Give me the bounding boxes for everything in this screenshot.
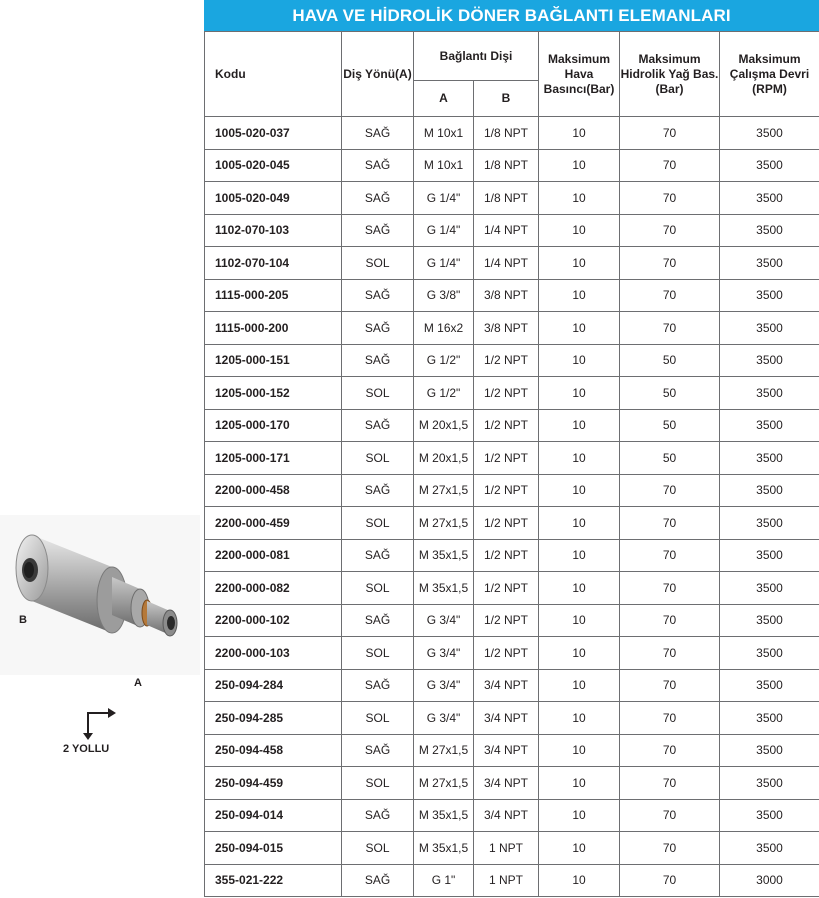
header-hyd-line2: Hidrolik Yağ Bas.	[620, 66, 719, 81]
cell-thread-a: M 35x1,5	[414, 832, 474, 865]
cell-thread-b: 3/4 NPT	[474, 734, 539, 767]
cell-rpm: 3500	[720, 377, 819, 410]
cell-thread-a: M 20x1,5	[414, 442, 474, 475]
table-row	[205, 507, 819, 540]
table-row	[205, 864, 819, 897]
cell-rpm: 3000	[720, 864, 819, 897]
cell-thread-a: G 3/4"	[414, 702, 474, 735]
cell-rpm: 3500	[720, 507, 819, 540]
port-a-label: A	[134, 677, 142, 689]
cell-thread-b: 3/8 NPT	[474, 312, 539, 345]
cell-rpm: 3500	[720, 669, 819, 702]
header-air-pressure	[539, 32, 620, 117]
cell-direction: SAĞ	[342, 669, 414, 702]
port-b-label: B	[19, 614, 27, 626]
cell-rpm: 3500	[720, 149, 819, 182]
cell-thread-b: 1/8 NPT	[474, 182, 539, 215]
cell-rpm: 3500	[720, 409, 819, 442]
cell-hydraulic-pressure: 70	[620, 247, 720, 280]
header-col-a: A	[414, 81, 474, 117]
table-title: HAVA VE HİDROLİK DÖNER BAĞLANTI ELEMANLARI	[204, 0, 819, 31]
cell-thread-a: M 27x1,5	[414, 767, 474, 800]
cell-code: 1205-000-152	[205, 377, 342, 410]
cell-code: 1102-070-104	[205, 247, 342, 280]
cell-air-pressure: 10	[539, 604, 620, 637]
cell-air-pressure: 10	[539, 214, 620, 247]
cell-direction: SAĞ	[342, 344, 414, 377]
cell-rpm: 3500	[720, 117, 819, 150]
cell-rpm: 3500	[720, 442, 819, 475]
header-hyd-line1: Maksimum	[638, 51, 701, 66]
cell-rpm: 3500	[720, 799, 819, 832]
cell-direction: SOL	[342, 377, 414, 410]
cell-hydraulic-pressure: 70	[620, 669, 720, 702]
cell-air-pressure: 10	[539, 637, 620, 670]
cell-direction: SAĞ	[342, 279, 414, 312]
table-row	[205, 702, 819, 735]
cell-rpm: 3500	[720, 279, 819, 312]
cell-air-pressure: 10	[539, 312, 620, 345]
cell-thread-a: M 27x1,5	[414, 734, 474, 767]
cell-air-pressure: 10	[539, 279, 620, 312]
cell-air-pressure: 10	[539, 182, 620, 215]
cell-hydraulic-pressure: 70	[620, 799, 720, 832]
cell-rpm: 3500	[720, 182, 819, 215]
cell-air-pressure: 10	[539, 832, 620, 865]
cell-thread-a: M 35x1,5	[414, 799, 474, 832]
cell-direction: SOL	[342, 767, 414, 800]
cell-thread-a: G 1/2"	[414, 377, 474, 410]
cell-thread-b: 3/8 NPT	[474, 279, 539, 312]
header-col-b: B	[474, 81, 539, 117]
cell-direction: SAĞ	[342, 799, 414, 832]
cell-code: 2200-000-458	[205, 474, 342, 507]
cell-air-pressure: 10	[539, 767, 620, 800]
cell-hydraulic-pressure: 70	[620, 214, 720, 247]
cell-code: 1005-020-037	[205, 117, 342, 150]
cell-air-pressure: 10	[539, 149, 620, 182]
cell-direction: SAĞ	[342, 312, 414, 345]
cell-thread-a: G 1/4"	[414, 247, 474, 280]
cell-thread-b: 3/4 NPT	[474, 702, 539, 735]
cell-code: 250-094-458	[205, 734, 342, 767]
cell-hydraulic-pressure: 70	[620, 572, 720, 605]
cell-code: 250-094-284	[205, 669, 342, 702]
cell-thread-a: G 3/4"	[414, 637, 474, 670]
cell-air-pressure: 10	[539, 344, 620, 377]
cell-hydraulic-pressure: 70	[620, 702, 720, 735]
cell-thread-a: G 1/4"	[414, 214, 474, 247]
cell-code: 2200-000-082	[205, 572, 342, 605]
cell-direction: SAĞ	[342, 149, 414, 182]
header-rpm-line3: (RPM)	[752, 81, 787, 96]
cell-air-pressure: 10	[539, 442, 620, 475]
cell-air-pressure: 10	[539, 702, 620, 735]
table-row	[205, 474, 819, 507]
header-rpm	[720, 32, 819, 117]
cell-thread-a: G 1/2"	[414, 344, 474, 377]
cell-hydraulic-pressure: 70	[620, 312, 720, 345]
cell-thread-a: M 27x1,5	[414, 474, 474, 507]
cell-air-pressure: 10	[539, 377, 620, 410]
cell-rpm: 3500	[720, 702, 819, 735]
table-row	[205, 832, 819, 865]
cell-thread-a: G 3/4"	[414, 669, 474, 702]
cell-rpm: 3500	[720, 312, 819, 345]
cell-rpm: 3500	[720, 767, 819, 800]
cell-direction: SOL	[342, 247, 414, 280]
header-hyd-line3: (Bar)	[655, 81, 684, 96]
header-connection: Bağlantı Dişi	[414, 32, 539, 81]
table-row	[205, 214, 819, 247]
table-row	[205, 669, 819, 702]
flow-label: 2 YOLLU	[63, 743, 110, 755]
cell-code: 2200-000-459	[205, 507, 342, 540]
header-direction: Diş Yönü(A)	[342, 32, 414, 117]
table-row	[205, 442, 819, 475]
header-air-line2: Hava	[564, 66, 594, 81]
cell-thread-b: 1/2 NPT	[474, 442, 539, 475]
cell-code: 1115-000-205	[205, 279, 342, 312]
table-row	[205, 279, 819, 312]
cell-air-pressure: 10	[539, 507, 620, 540]
cell-direction: SAĞ	[342, 734, 414, 767]
cell-hydraulic-pressure: 70	[620, 182, 720, 215]
cell-direction: SAĞ	[342, 474, 414, 507]
table-row	[205, 734, 819, 767]
table-body	[205, 117, 819, 897]
cell-thread-b: 1/2 NPT	[474, 474, 539, 507]
cell-hydraulic-pressure: 70	[620, 539, 720, 572]
cell-thread-a: M 35x1,5	[414, 539, 474, 572]
header-hydraulic-pressure	[620, 32, 720, 117]
cell-direction: SAĞ	[342, 604, 414, 637]
cell-hydraulic-pressure: 70	[620, 474, 720, 507]
cell-thread-b: 1/2 NPT	[474, 377, 539, 410]
cell-thread-a: M 27x1,5	[414, 507, 474, 540]
cell-air-pressure: 10	[539, 409, 620, 442]
cell-direction: SOL	[342, 702, 414, 735]
cell-rpm: 3500	[720, 247, 819, 280]
cell-air-pressure: 10	[539, 474, 620, 507]
cell-direction: SAĞ	[342, 117, 414, 150]
cell-rpm: 3500	[720, 637, 819, 670]
cell-direction: SAĞ	[342, 214, 414, 247]
cell-hydraulic-pressure: 70	[620, 637, 720, 670]
header-air-line3: Basıncı(Bar)	[543, 81, 615, 96]
table-row	[205, 182, 819, 215]
cell-direction: SOL	[342, 572, 414, 605]
cell-code: 250-094-285	[205, 702, 342, 735]
cell-air-pressure: 10	[539, 539, 620, 572]
cell-rpm: 3500	[720, 572, 819, 605]
cell-direction: SAĞ	[342, 409, 414, 442]
cell-thread-b: 1/8 NPT	[474, 117, 539, 150]
cell-code: 2200-000-103	[205, 637, 342, 670]
cell-rpm: 3500	[720, 539, 819, 572]
cell-air-pressure: 10	[539, 247, 620, 280]
cell-thread-b: 3/4 NPT	[474, 767, 539, 800]
table-row	[205, 767, 819, 800]
table-row	[205, 637, 819, 670]
cell-hydraulic-pressure: 70	[620, 279, 720, 312]
cell-thread-a: G 3/8"	[414, 279, 474, 312]
table-row	[205, 149, 819, 182]
cell-code: 2200-000-102	[205, 604, 342, 637]
cell-hydraulic-pressure: 70	[620, 832, 720, 865]
cell-code: 250-094-015	[205, 832, 342, 865]
cell-code: 1005-020-049	[205, 182, 342, 215]
cell-air-pressure: 10	[539, 799, 620, 832]
cell-rpm: 3500	[720, 734, 819, 767]
product-table	[204, 31, 819, 897]
cell-rpm: 3500	[720, 832, 819, 865]
cell-code: 250-094-459	[205, 767, 342, 800]
cell-hydraulic-pressure: 70	[620, 864, 720, 897]
cell-thread-b: 1/2 NPT	[474, 507, 539, 540]
cell-code: 1205-000-171	[205, 442, 342, 475]
cell-hydraulic-pressure: 50	[620, 442, 720, 475]
flow-arrow-icon	[78, 705, 118, 741]
cell-hydraulic-pressure: 70	[620, 507, 720, 540]
cell-direction: SOL	[342, 507, 414, 540]
cell-hydraulic-pressure: 70	[620, 117, 720, 150]
cell-thread-a: G 1/4"	[414, 182, 474, 215]
cell-code: 250-094-014	[205, 799, 342, 832]
cell-code: 355-021-222	[205, 864, 342, 897]
table-row	[205, 344, 819, 377]
cell-code: 1115-000-200	[205, 312, 342, 345]
cell-direction: SOL	[342, 637, 414, 670]
cell-hydraulic-pressure: 70	[620, 149, 720, 182]
cell-hydraulic-pressure: 70	[620, 767, 720, 800]
cell-hydraulic-pressure: 70	[620, 604, 720, 637]
cell-thread-b: 1/2 NPT	[474, 409, 539, 442]
cell-code: 1205-000-170	[205, 409, 342, 442]
table-row	[205, 117, 819, 150]
cell-hydraulic-pressure: 70	[620, 734, 720, 767]
cell-thread-b: 1/4 NPT	[474, 247, 539, 280]
cell-thread-b: 1 NPT	[474, 832, 539, 865]
cell-code: 1102-070-103	[205, 214, 342, 247]
cell-thread-b: 1/2 NPT	[474, 637, 539, 670]
cell-direction: SAĞ	[342, 539, 414, 572]
cell-thread-a: M 20x1,5	[414, 409, 474, 442]
cell-thread-a: M 10x1	[414, 117, 474, 150]
cell-direction: SAĞ	[342, 864, 414, 897]
cell-code: 1005-020-045	[205, 149, 342, 182]
rotary-joint-image	[0, 515, 200, 675]
cell-thread-a: G 1"	[414, 864, 474, 897]
cell-thread-b: 1/2 NPT	[474, 539, 539, 572]
cell-air-pressure: 10	[539, 572, 620, 605]
header-rpm-line2: Çalışma Devri	[729, 66, 810, 81]
cell-air-pressure: 10	[539, 669, 620, 702]
table-row	[205, 409, 819, 442]
cell-hydraulic-pressure: 50	[620, 409, 720, 442]
table-row	[205, 539, 819, 572]
cell-hydraulic-pressure: 50	[620, 377, 720, 410]
cell-rpm: 3500	[720, 604, 819, 637]
cell-thread-a: M 35x1,5	[414, 572, 474, 605]
cell-rpm: 3500	[720, 214, 819, 247]
cell-code: 2200-000-081	[205, 539, 342, 572]
table-row	[205, 799, 819, 832]
cell-direction: SOL	[342, 832, 414, 865]
cell-hydraulic-pressure: 50	[620, 344, 720, 377]
cell-thread-a: M 16x2	[414, 312, 474, 345]
cell-direction: SOL	[342, 442, 414, 475]
table-row	[205, 604, 819, 637]
cell-rpm: 3500	[720, 344, 819, 377]
table-row	[205, 247, 819, 280]
header-code: Kodu	[205, 32, 342, 117]
cell-thread-b: 1/2 NPT	[474, 604, 539, 637]
cell-thread-b: 1/2 NPT	[474, 344, 539, 377]
cell-thread-b: 1/4 NPT	[474, 214, 539, 247]
table-row	[205, 377, 819, 410]
cell-direction: SAĞ	[342, 182, 414, 215]
cell-thread-b: 1 NPT	[474, 864, 539, 897]
cell-rpm: 3500	[720, 474, 819, 507]
cell-thread-a: M 10x1	[414, 149, 474, 182]
cell-air-pressure: 10	[539, 117, 620, 150]
table-row	[205, 312, 819, 345]
cell-code: 1205-000-151	[205, 344, 342, 377]
header-air-line1: Maksimum	[547, 51, 611, 66]
cell-air-pressure: 10	[539, 864, 620, 897]
table-row	[205, 572, 819, 605]
header-rpm-line1: Maksimum	[738, 51, 801, 66]
cell-air-pressure: 10	[539, 734, 620, 767]
cell-thread-b: 3/4 NPT	[474, 669, 539, 702]
cell-thread-b: 3/4 NPT	[474, 799, 539, 832]
cell-thread-b: 1/8 NPT	[474, 149, 539, 182]
cell-thread-a: G 3/4"	[414, 604, 474, 637]
cell-thread-b: 1/2 NPT	[474, 572, 539, 605]
